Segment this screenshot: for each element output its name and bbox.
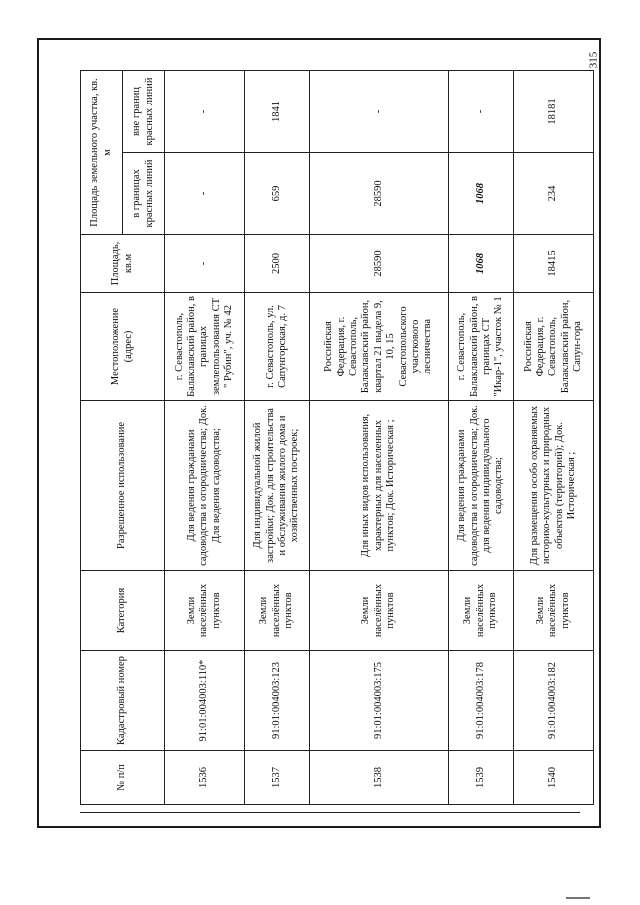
- cell-inside: 234: [514, 153, 594, 235]
- cell-outside: 18181: [514, 70, 594, 152]
- table-row: [448, 70, 513, 804]
- header-category: Категория: [81, 571, 165, 651]
- cell-inside: -: [165, 153, 245, 235]
- cell-area: 2500: [244, 235, 309, 293]
- cell-location: Российская Федерация, г. Севастополь, Балаклавский район, Сапун-гора: [514, 293, 594, 401]
- cell-cadastral: 91:01:004003:123: [244, 651, 309, 751]
- cell-inside: 28590: [309, 153, 448, 235]
- header-plot-area: Площадь земельного участка, кв. м: [81, 70, 123, 234]
- cell-category: Земли населённых пунктов: [448, 571, 513, 651]
- table-row: [165, 70, 245, 804]
- cell-num: 1536: [165, 751, 245, 805]
- cell-use: Для размещения особо охраняемых историко-культурных и природных объектов (территорий); Док. Историческая ;: [514, 401, 594, 571]
- cell-category: Земли населённых пунктов: [244, 571, 309, 651]
- table-row: [309, 70, 448, 804]
- land-plots-table: [80, 70, 594, 805]
- cell-category: Земли населённых пунктов: [165, 571, 245, 651]
- cell-use: Для ведения гражданами садоводства и огородничества; Док. для ведения индивидуального садоводства;: [448, 401, 513, 571]
- cell-num: 1539: [448, 751, 513, 805]
- header-num: № п/п: [81, 751, 165, 805]
- cell-outside: -: [448, 70, 513, 152]
- rotated-table-wrapper: [80, 71, 594, 805]
- cell-outside: -: [165, 70, 245, 152]
- cell-cadastral: 91:01:004003:175: [309, 651, 448, 751]
- cell-use: Для иных видов использования, характерных для населенных пунктов; Док. Историческая ;: [309, 401, 448, 571]
- header-location: Местоположение (адрес): [81, 293, 165, 401]
- header-outside: вне границ красных линий: [123, 70, 165, 152]
- header-use: Разрешенное использование: [81, 401, 165, 571]
- cell-cadastral: 91:01:004003:182: [514, 651, 594, 751]
- cell-area: 28590: [309, 235, 448, 293]
- cell-location: Российская Федерация, г. Севастополь, Балаклавский район, квартал 21 выдела 9, 10, 15 Севастопольского участкового лесничества: [309, 293, 448, 401]
- cell-cadastral: 91:01:004003:178: [448, 651, 513, 751]
- page-number: 315: [587, 51, 600, 69]
- bottom-rule: [80, 812, 580, 813]
- cell-num: 1540: [514, 751, 594, 805]
- cell-outside: 1841: [244, 70, 309, 152]
- cell-category: Земли населённых пунктов: [514, 571, 594, 651]
- header-area: Площадь, кв.м: [81, 235, 165, 293]
- cell-use: Для индивидуальной жилой застройки; Док. для строительства и обслуживания жилого дома и хозяйственных построек;: [244, 401, 309, 571]
- header-cadastral: Кадастровый номер: [81, 651, 165, 751]
- cell-category: Земли населённых пунктов: [309, 571, 448, 651]
- cell-num: 1537: [244, 751, 309, 805]
- scan-mark: [566, 897, 590, 899]
- cell-area: -: [165, 235, 245, 293]
- table-row: [244, 70, 309, 804]
- cell-num: 1538: [309, 751, 448, 805]
- table-row: [514, 70, 594, 804]
- cell-outside: -: [309, 70, 448, 152]
- cell-location: г. Севастополь, Балаклавский район, в границах землепользования СТ " Рубин", уч. № 42: [165, 293, 245, 401]
- cell-inside: 1068: [448, 153, 513, 235]
- cell-inside: 659: [244, 153, 309, 235]
- cell-cadastral: 91:01:004003:110*: [165, 651, 245, 751]
- header-inside: в границах красных линий: [123, 153, 165, 235]
- cell-location: г. Севастополь, Балаклавский район, в границах СТ "Икар-1", участок № 1: [448, 293, 513, 401]
- cell-area: 18415: [514, 235, 594, 293]
- cell-use: Для ведения гражданами садоводства и огородничества; Док. Для ведения садоводства;: [165, 401, 245, 571]
- cell-location: г. Севастополь, ул. Сапунгорская, д. 7: [244, 293, 309, 401]
- cell-area: 1068: [448, 235, 513, 293]
